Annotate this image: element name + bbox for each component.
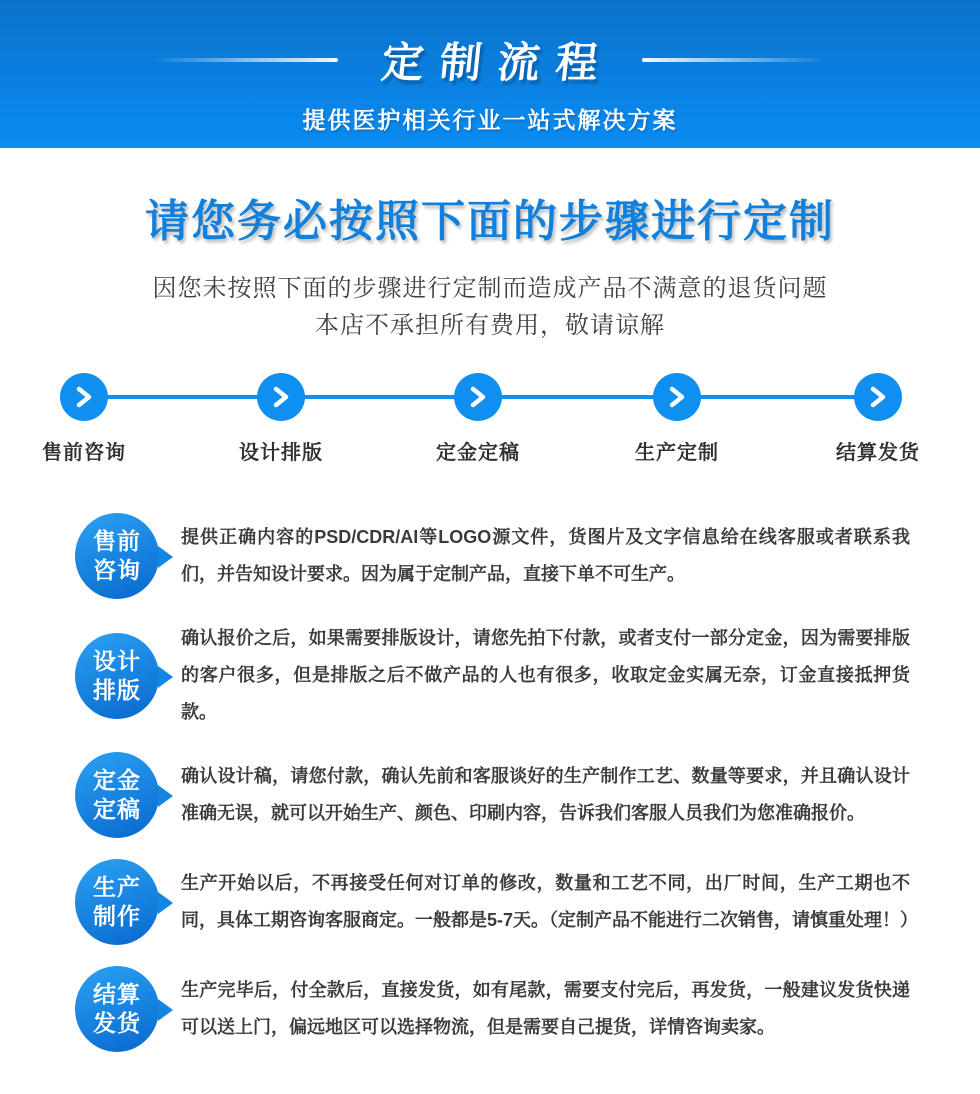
badge-label-line2: 发货 — [93, 1010, 141, 1036]
flow-step-label: 设计排版 — [239, 442, 323, 464]
process-flow — [0, 373, 980, 464]
detail-row-production — [75, 859, 919, 945]
chevron-right-icon — [60, 373, 108, 421]
decorative-line-right — [642, 58, 827, 62]
flow-step-label: 定金定稿 — [436, 442, 520, 464]
badge-label-line1: 设计 — [93, 647, 141, 674]
detail-text-production: 生产开始以后，不再接受任何对订单的修改，数量和工艺不同，出厂时间，生产工期也不同，具体工期咨询客服商定。一般都是5-7天。（定制产品不能进行二次销售，请慎重处理！） — [181, 873, 919, 930]
notice-section — [0, 198, 980, 339]
notice-line-2: 本店不承担所有费用，敬请谅解 — [315, 312, 665, 339]
flow-step-design — [211, 373, 351, 465]
step-details — [0, 513, 980, 1052]
step-badge-presale — [75, 513, 159, 599]
detail-text-deposit: 确认设计稿，请您付款，确认先前和客服谈好的生产制作工艺、数量等要求，并且确认设计准确无误，就可以开始生产、颜色、印刷内容，告诉我们客服人员我们为您准确报价。 — [181, 766, 910, 823]
detail-text-shipping: 生产完毕后，付全款后，直接发货，如有尾款，需要支付完后，再发货，一般建议发货快递可以送上门，偏远地区可以选择物流，但是需要自己提货，详情咨询卖家。 — [181, 980, 910, 1037]
badge-label-line2: 制作 — [93, 903, 141, 929]
badge-label-line1: 售前 — [93, 528, 141, 554]
chevron-right-icon — [257, 373, 305, 421]
badge-label-line2: 排版 — [93, 676, 141, 703]
banner — [0, 0, 980, 148]
flow-step-label: 生产定制 — [635, 442, 719, 464]
detail-row-design — [75, 620, 910, 731]
badge-label-line1: 定金 — [93, 767, 141, 793]
step-badge-shipping — [75, 966, 159, 1052]
banner-title-row — [0, 0, 980, 90]
detail-row-shipping — [75, 966, 910, 1052]
flow-step-presale — [14, 373, 154, 465]
detail-text-design: 确认报价之后，如果需要排版设计，请您先拍下付款，或者支付一部分定金，因为需要排版的客户很多，但是排版之后不做产品的人也有很多，收取定金实属无奈，订金直接抵押货款。 — [181, 628, 910, 722]
badge-label-line2: 定稿 — [93, 796, 141, 822]
step-badge-deposit — [75, 752, 159, 838]
flow-step-label: 售前咨询 — [42, 442, 126, 464]
chevron-right-icon — [454, 373, 502, 421]
decorative-line-left — [153, 58, 338, 62]
badge-label-line2: 咨询 — [93, 557, 141, 583]
flow-step-production — [607, 373, 747, 465]
badge-label-line1: 结算 — [93, 981, 141, 1007]
badge-label-line1: 生产 — [93, 874, 141, 900]
notice-line-1: 因您未按照下面的步骤进行定制而造成产品不满意的退货问题 — [152, 275, 828, 302]
banner-subtitle: 提供医护相关行业一站式解决方案 — [302, 107, 678, 133]
notice-heading: 请您务必按照下面的步骤进行定制 — [145, 197, 835, 246]
step-badge-design — [75, 633, 159, 719]
detail-text-presale: 提供正确内容的PSD/CDR/AI等LOGO源文件，货图片及文字信息给在线客服或者联系我们，并告知设计要求。因为属于定制产品，直接下单不可生产。 — [181, 527, 910, 584]
flow-step-label: 结算发货 — [836, 442, 920, 464]
detail-row-deposit — [75, 752, 910, 838]
chevron-right-icon — [653, 373, 701, 421]
step-badge-production — [75, 859, 159, 945]
detail-row-presale — [75, 513, 910, 599]
flow-step-shipping — [808, 373, 948, 465]
banner-title: 定制流程 — [379, 39, 617, 86]
chevron-right-icon — [854, 373, 902, 421]
flow-step-deposit — [408, 373, 548, 465]
